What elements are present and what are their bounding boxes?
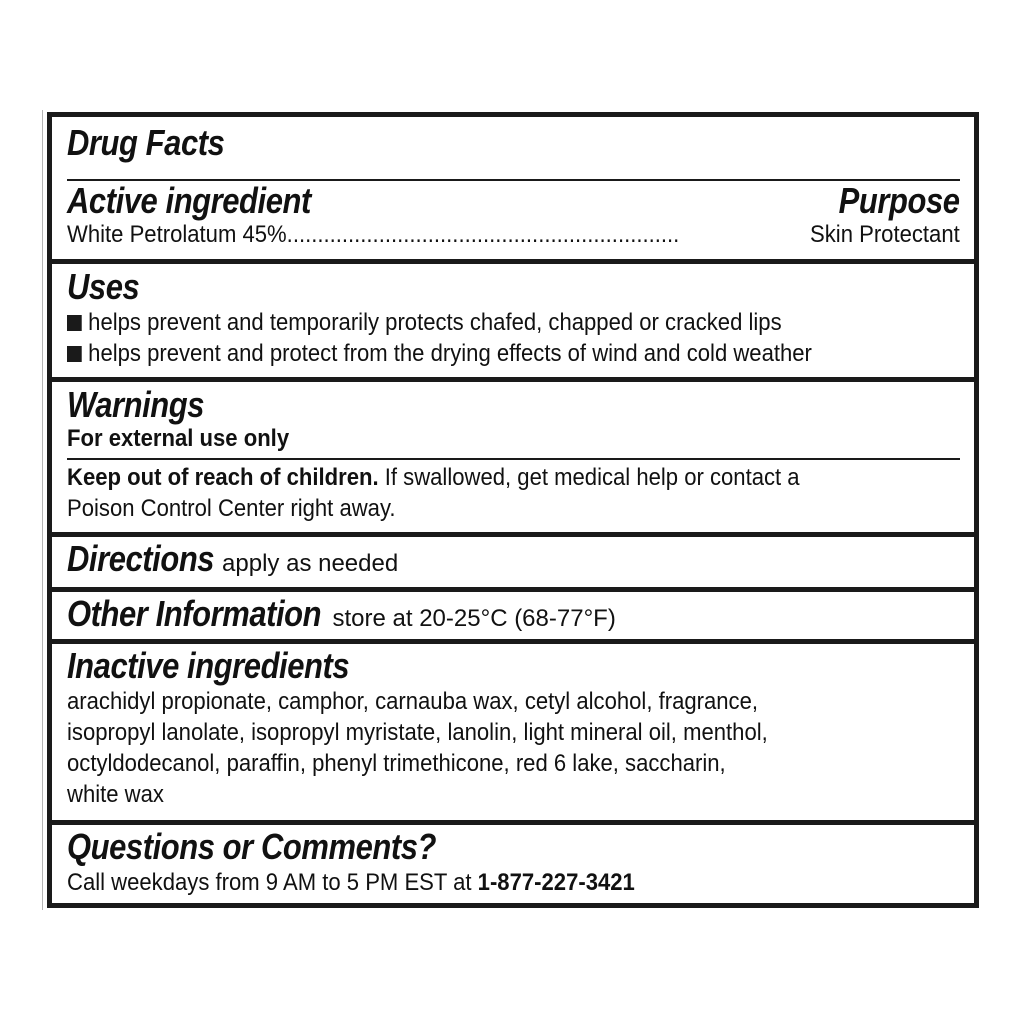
external-use-warning: For external use only [67,425,290,452]
bullet-square-icon [67,315,82,331]
active-ingredient-section [52,181,974,249]
inactive-ingredients-heading: Inactive ingredients [67,645,350,686]
active-ingredient-name: White Petrolatum 45% [67,221,287,248]
keep-out-bold: Keep out of reach of children. [67,464,379,491]
keep-out-text: If swallowed, get medical help or contact a [378,464,800,491]
purpose-heading: Purpose [839,180,960,221]
questions-heading: Questions or Comments? [67,826,436,867]
directions-text: apply as needed [222,550,399,577]
phone-number: 1-877-227-3421 [477,869,635,896]
uses-section [52,267,974,369]
section-divider [52,377,974,382]
uses-item: helps prevent and protect from the drying effects of wind and cold weather [67,338,889,369]
questions-text: Call weekdays from 9 AM to 5 PM EST at [67,869,478,896]
inactive-ingredients-line: isopropyl lanolate, isopropyl myristate, lanolin, light mineral oil, menthol, [67,719,768,746]
section-divider [52,587,974,592]
other-information-section [52,594,974,634]
uses-heading: Uses [67,266,140,307]
section-divider [52,820,974,825]
section-divider [52,259,974,264]
other-information-heading: Other Information [67,593,322,634]
drug-facts-title: Drug Facts [67,122,225,163]
keep-out-text-line2: Poison Control Center right away. [67,495,396,522]
directions-section [52,539,974,579]
inactive-ingredients-line: white wax [67,781,164,808]
inactive-ingredients-line: octyldodecanol, paraffin, phenyl trimethicone, red 6 lake, saccharin, [67,750,726,777]
drug-facts-panel [47,112,979,908]
inactive-ingredients-section [52,646,974,810]
leader-dots: ................................................................ [286,221,680,248]
warnings-divider [67,458,960,460]
inactive-ingredients-line: arachidyl propionate, camphor, carnauba wax, cetyl alcohol, fragrance, [67,688,759,715]
keep-out-warning [52,462,974,524]
title-section [52,123,974,163]
left-edge-mark [42,110,43,910]
active-ingredient-heading: Active ingredient [67,180,311,221]
active-ingredient-purpose: Skin Protectant [810,221,960,248]
uses-item: helps prevent and temporarily protects chafed, chapped or cracked lips [67,307,889,338]
warnings-heading: Warnings [67,384,205,425]
other-information-text: store at 20-25°C (68-77°F) [332,605,616,632]
section-divider [52,532,974,537]
questions-section [52,827,974,898]
active-ingredient-row [67,221,960,249]
directions-heading: Directions [67,538,215,579]
bullet-square-icon [67,346,82,362]
warnings-section [52,385,974,453]
section-divider [52,639,974,644]
